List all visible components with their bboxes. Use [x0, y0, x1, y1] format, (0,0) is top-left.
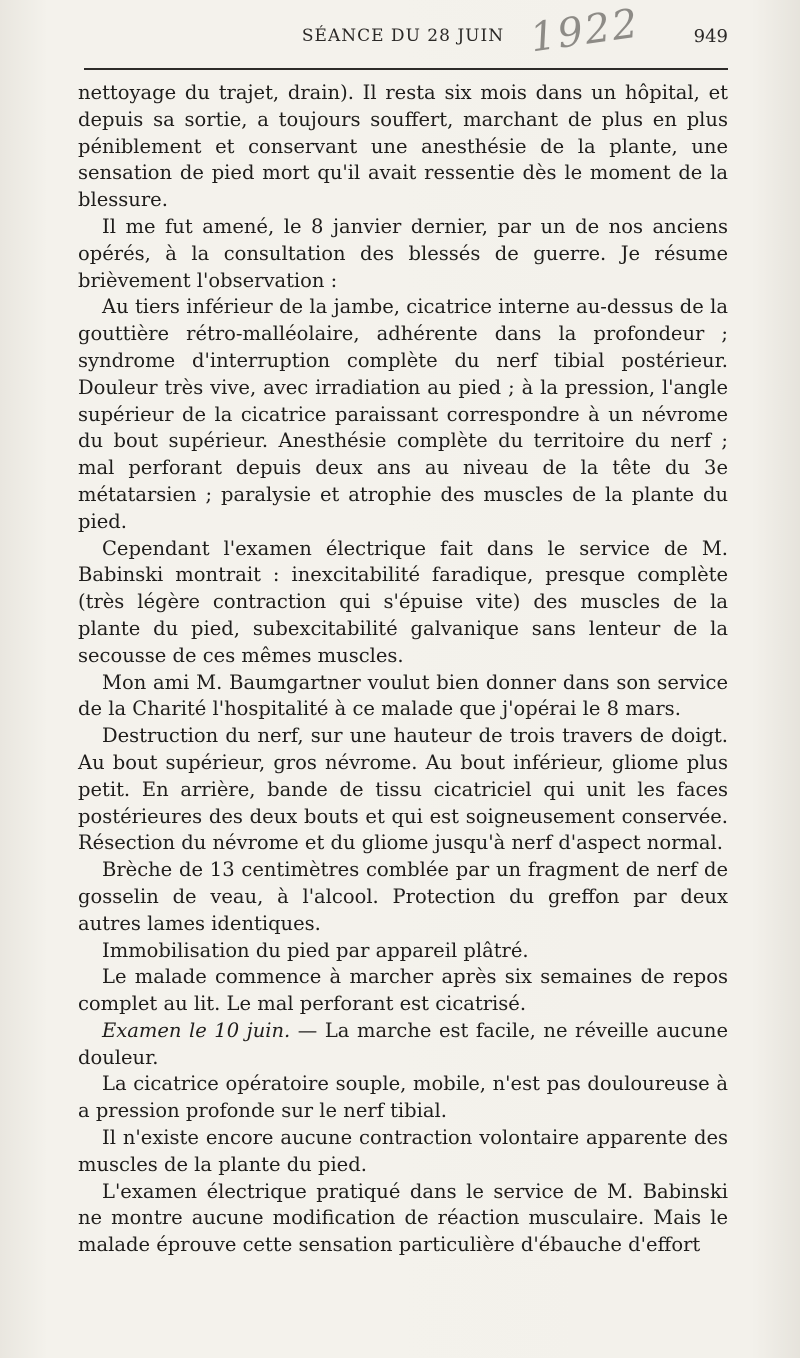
paragraph: Au tiers inférieur de la jambe, cicatrice interne au-dessus de la gouttière rétro-malléolaire, adhérente dans la profondeur ; syndrome d'interruption complète du nerf tibial postérieur. Douleur très vive, avec irradiation au pied ; à la pression, l'angle supérieur de la cicatrice paraissant correspondre à un névrome du bout supérieur. Anesthésie complète du territoire du nerf ; mal perforant depuis deux ans au niveau de la tête du 3e métatarsien ; paralysie et atrophie des muscles de la plante du pied. [78, 295, 728, 533]
running-head: SÉANCE DU 28 JUIN [301, 26, 505, 46]
exam-heading: Examen le 10 juin. [102, 1018, 291, 1042]
paragraph: Cependant l'examen électrique fait dans le service de M. Babinski montrait : inexcitabilité faradique, presque complète (très légère contraction qui s'épuise vite) des muscles de la plante du pied, subexcitabilité galvanique sans lenteur de la secousse de ces mêmes muscles. [78, 536, 728, 667]
handwritten-year-annotation: 1922 [527, 0, 643, 62]
paragraph: Destruction du nerf, sur une hauteur de trois travers de doigt. Au bout supérieur, gros névrome. Au bout inférieur, gliome plus petit. En arrière, bande de tissu cicatriciel qui unit les faces postérieures des deux bouts et qui est soigneusement conservée. Résection du névrome et du gliome jusqu'à nerf d'aspect normal. [78, 724, 728, 855]
paragraph: L'examen électrique pratiqué dans le service de M. Babinski ne montre aucune modification de réaction musculaire. Mais le malade éprouve cette sensation particulière d'ébauche d'effort [78, 1179, 728, 1257]
header-rule [84, 68, 728, 70]
paragraph: La cicatrice opératoire souple, mobile, n'est pas douloureuse à a pression profonde sur le nerf tibial. [78, 1072, 728, 1123]
exam-paragraph [78, 1018, 728, 1072]
page-header [78, 0, 728, 62]
paragraph: Il me fut amené, le 8 janvier dernier, par un de nos anciens opérés, à la consultation des blessés de guerre. Je résume brièvement l'observation : [78, 214, 728, 292]
paragraph: Immobilisation du pied par appareil plâtré. [102, 938, 529, 962]
paragraph: Brèche de 13 centimètres comblée par un fragment de nerf de gosselin de veau, à l'alcool. Protection du greffon par deux autres lames identiques. [78, 858, 728, 935]
page-number: 949 [693, 26, 728, 47]
body-text [78, 80, 728, 1259]
exam-text: — La marche est facile, ne réveille aucune douleur. [78, 1018, 729, 1069]
paragraph: nettoyage du trajet, drain). Il resta six mois dans un hôpital, et depuis sa sortie, a toujours souffert, marchant de plus en plus péniblement et conservant une anesthésie de la plante, une sensation de pied mort qu'il avait ressentie dès le moment de la blessure. [78, 81, 728, 212]
paragraph: Mon ami M. Baumgartner voulut bien donner dans son service de la Charité l'hospitalité à ce malade que j'opérai le 8 mars. [78, 670, 728, 721]
paragraph: Il n'existe encore aucune contraction volontaire apparente des muscles de la plante du pied. [78, 1126, 728, 1176]
paragraph: Le malade commence à marcher après six semaines de repos complet au lit. Le mal perforant est cicatrisé. [78, 965, 728, 1016]
